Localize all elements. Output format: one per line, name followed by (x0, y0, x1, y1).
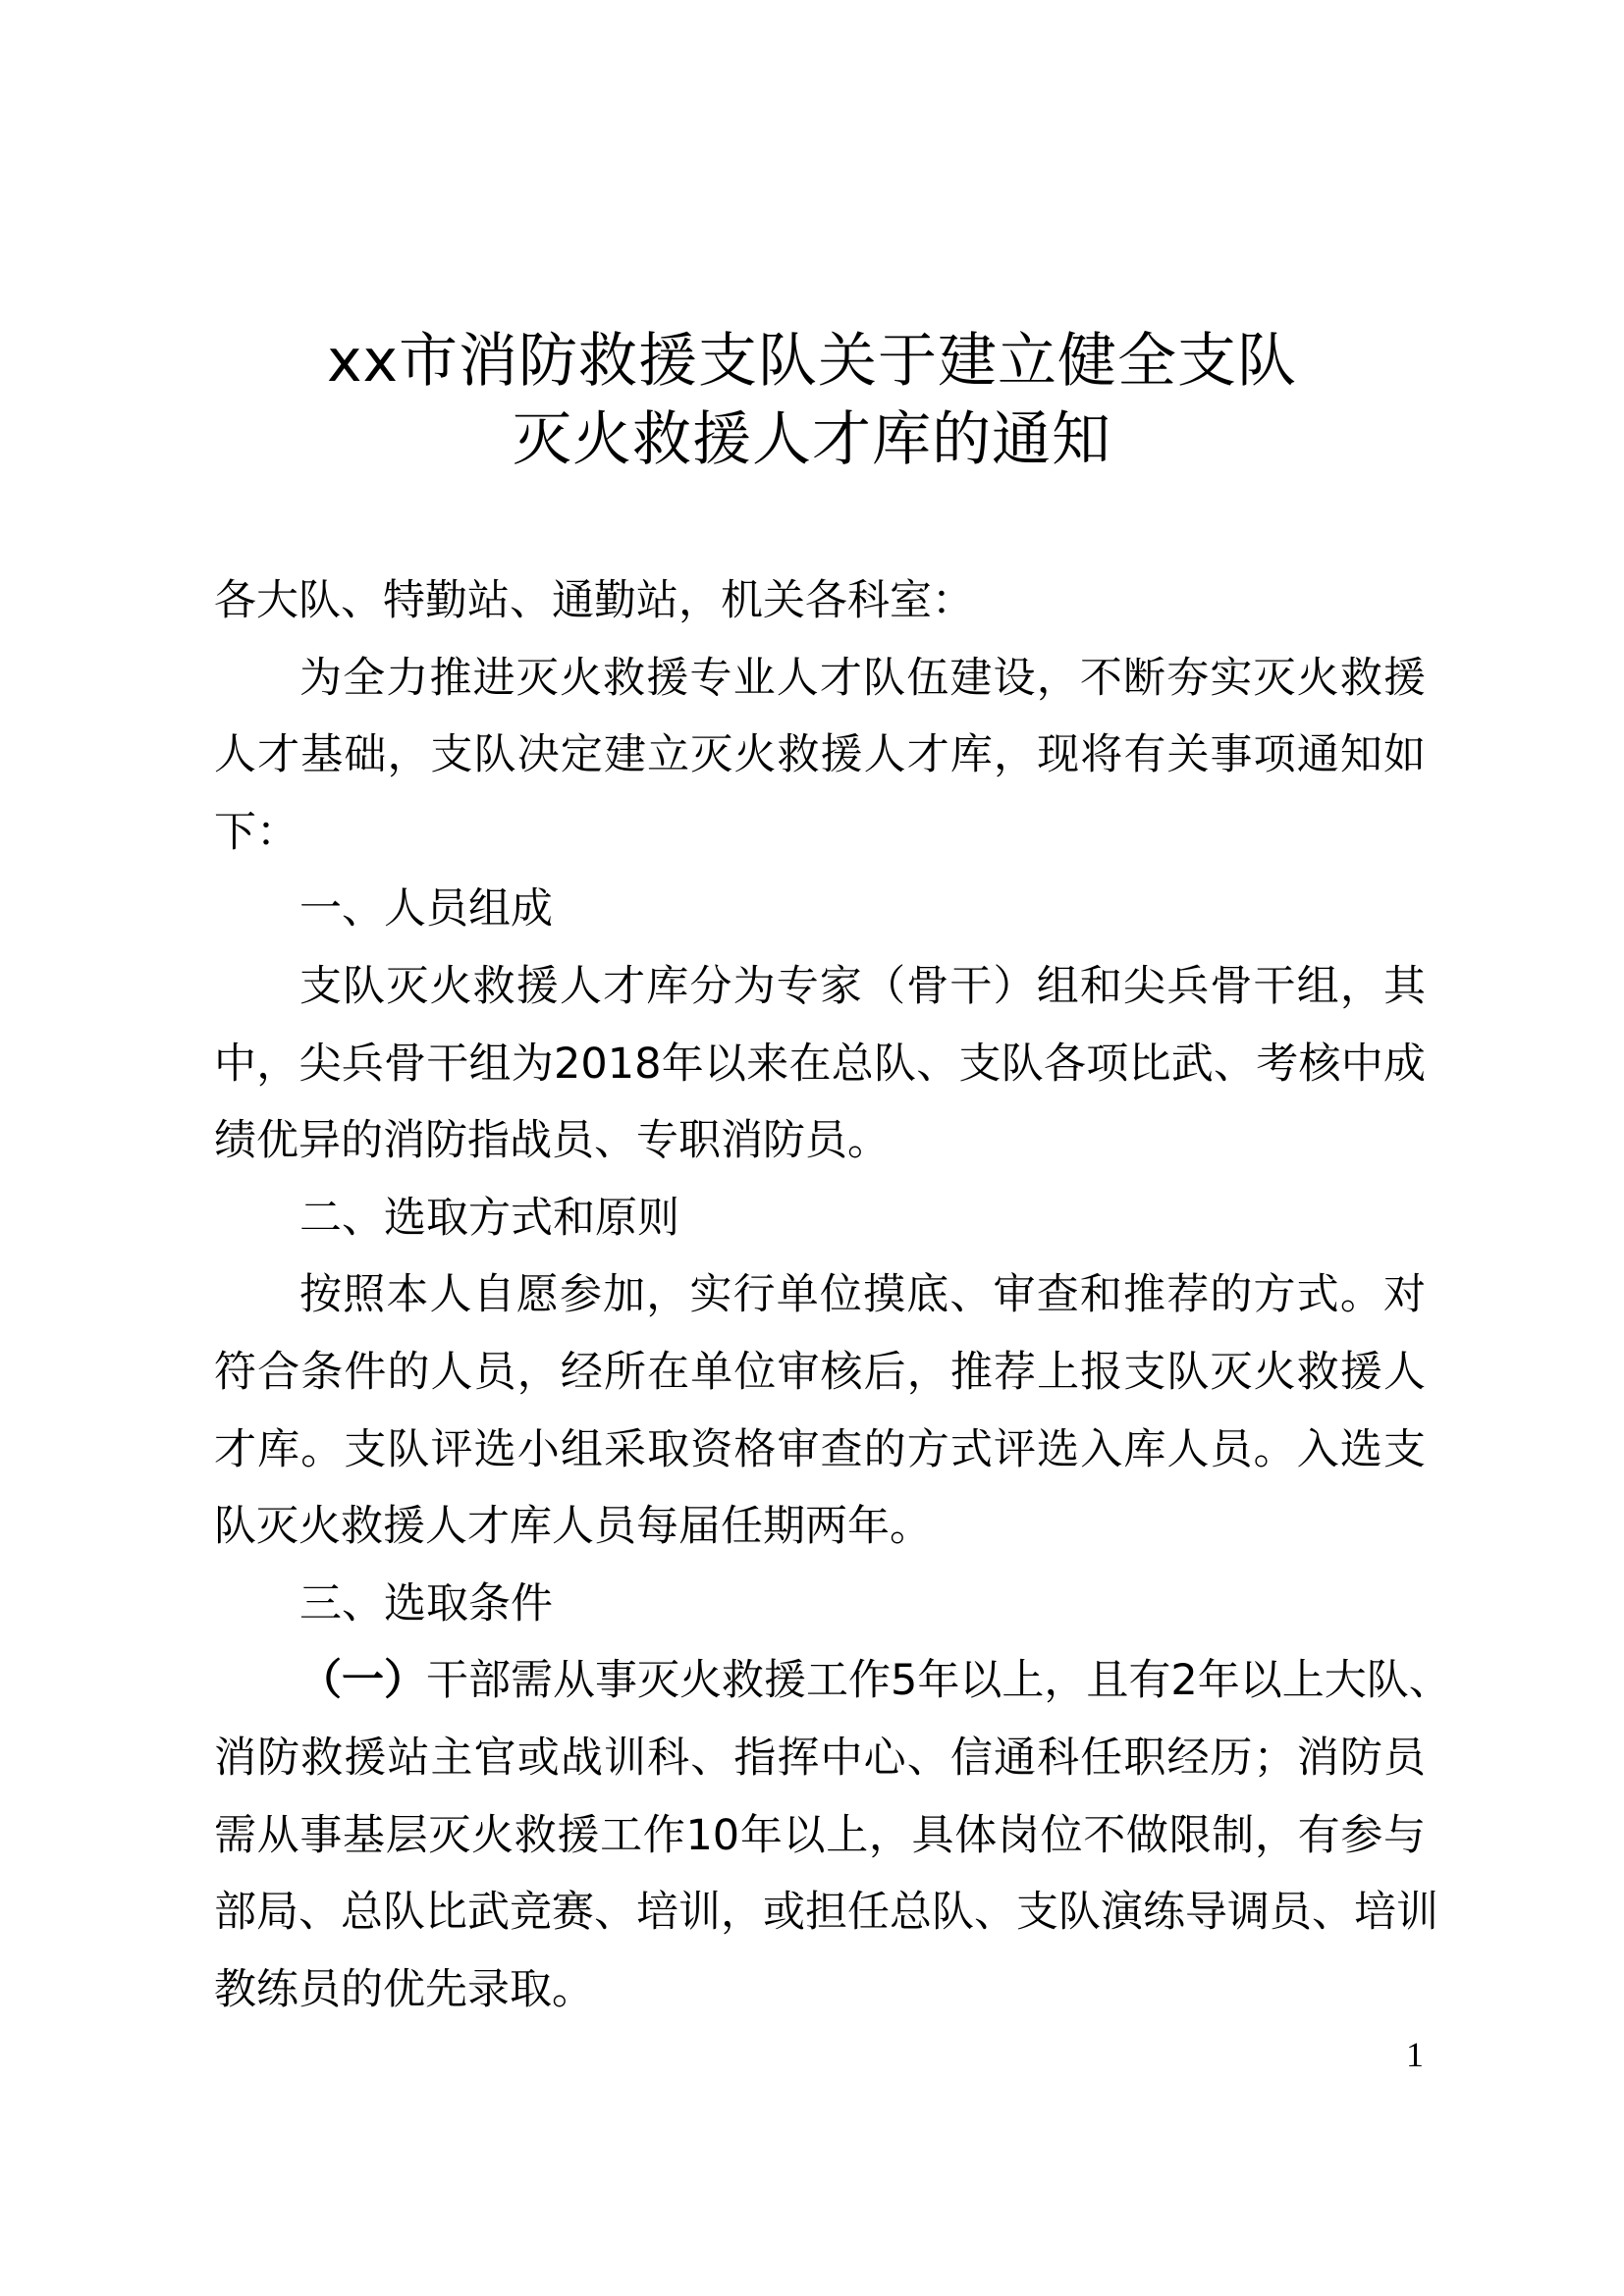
body-text: 三、选取条件 (299, 1578, 553, 1629)
body-text: 中，尖兵骨干组为2018年以来在总队、支队各项比武、考核中成 (214, 1039, 1426, 1089)
section-item-number: （一） (299, 1656, 426, 1706)
body-text: 需从事基层灭火救援工作10年以上，具体岗位不做限制，有参与 (214, 1810, 1426, 1860)
body-text-line (214, 794, 1426, 872)
body-text: 消防救援站主官或战训科、指挥中心、信通科任职经历；消防员 (214, 1733, 1426, 1783)
body-text-line (214, 1026, 1426, 1103)
body-text: 下： (214, 807, 298, 857)
body-text: 才库。支队评选小组采取资格审查的方式评选入库人员。入选支 (214, 1424, 1426, 1474)
body-text: 支队灭火救援人才库分为专家（骨干）组和尖兵骨干组，其 (299, 961, 1426, 1011)
body-text: 按照本人自愿参加，实行单位摸底、审查和推荐的方式。对 (299, 1270, 1426, 1320)
body-text-line (214, 1412, 1426, 1489)
body-text-line (214, 1334, 1426, 1412)
body-text: 人才基础，支队决定建立灭火救援人才库，现将有关事项通知如 (214, 730, 1426, 780)
body-text-line (214, 1180, 1426, 1257)
body-text-line (214, 1488, 1426, 1566)
body-text: 队灭火救援人才库人员每届任期两年。 (214, 1502, 932, 1552)
body-text-line (214, 717, 1426, 794)
body-text-line (214, 1951, 1426, 2029)
body-text-line (214, 640, 1426, 718)
body-text: 二、选取方式和原则 (299, 1193, 679, 1243)
body-text-line (214, 871, 1426, 948)
body-text: 绩优异的消防指战员、专职消防员。 (214, 1116, 890, 1166)
body-text-line (214, 1720, 1426, 1797)
body-text-line (214, 1566, 1426, 1643)
body-text-line (214, 1256, 1426, 1334)
document-title-line-1: xx市消防救援支队关于建立健全支队 (326, 327, 1297, 396)
document-body (214, 562, 1451, 2028)
body-text: 为全力推进灭火救援专业人才队伍建设，不断夯实灭火救援 (299, 653, 1426, 703)
body-text-line (214, 562, 1426, 640)
body-text: 部局、总队比武竞赛、培训，或担任总队、支队演练导调员、培训 (214, 1888, 1438, 1938)
page-number: 1 (1406, 2035, 1424, 2074)
body-text: 一、人员组成 (299, 884, 553, 934)
body-text-line (214, 1874, 1438, 1951)
body-text-line (214, 1102, 1426, 1180)
body-text-line (214, 1797, 1426, 1875)
body-text: 各大队、特勤站、通勤站，机关各科室： (214, 576, 974, 625)
body-text: 教练员的优先录取。 (214, 1964, 594, 2014)
body-text-line (214, 948, 1426, 1026)
body-text-line (214, 1642, 1451, 1720)
document-title-line-2: 灭火救援人才库的通知 (513, 405, 1111, 474)
body-text: 干部需从事灭火救援工作5年以上，且有2年以上大队、 (426, 1656, 1451, 1706)
body-text: 符合条件的人员，经所在单位审核后，推荐上报支队灭火救援人 (214, 1347, 1426, 1397)
